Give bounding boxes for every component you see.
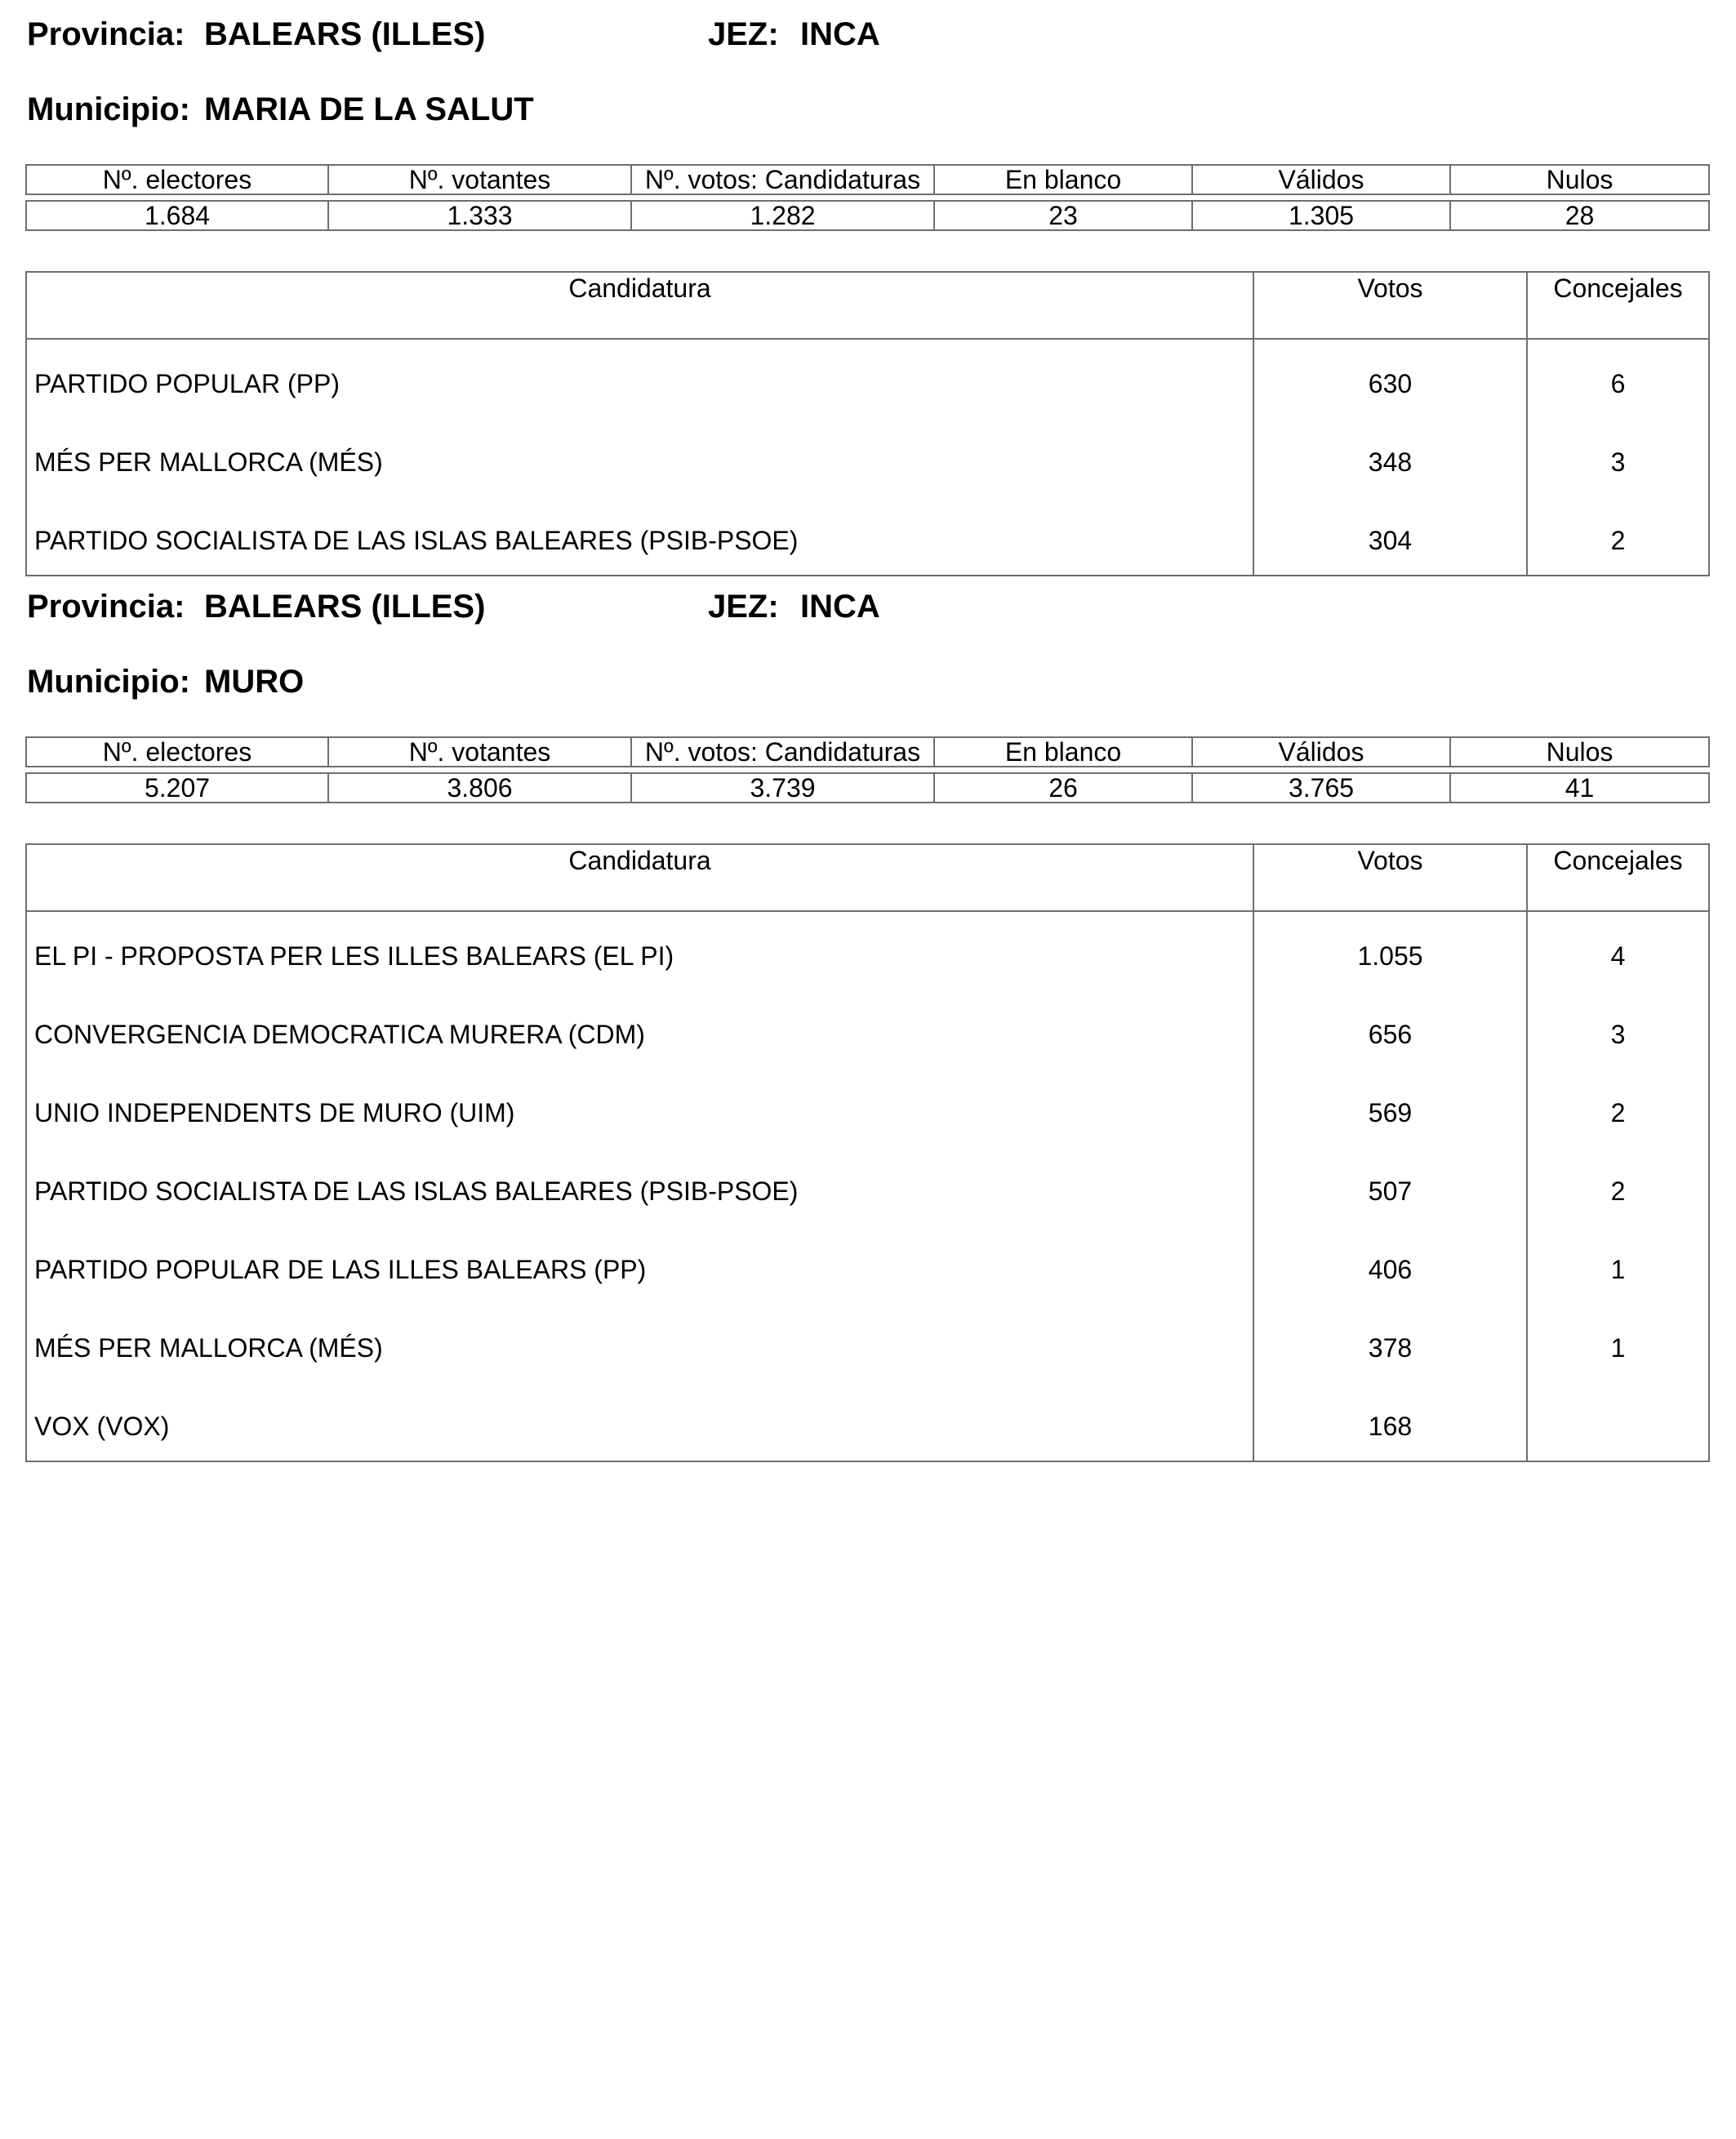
concejales-cell: 1 — [1527, 1225, 1709, 1304]
table-row — [26, 1069, 1709, 1147]
results-header-candidatura: Candidatura — [26, 272, 1253, 339]
summary-value-cell: 1.684 — [26, 201, 328, 230]
results-header-row — [26, 272, 1709, 339]
votos-cell: 168 — [1253, 1382, 1527, 1461]
concejales-cell — [1527, 1382, 1709, 1461]
summary-values-table — [25, 772, 1710, 803]
municipio-value: MURO — [204, 664, 305, 700]
jez-value: INCA — [800, 589, 880, 625]
provincia-line — [27, 589, 1660, 631]
municipio-label: Municipio: — [27, 664, 190, 700]
candidatura-cell: MÉS PER MALLORCA (MÉS) — [26, 1304, 1253, 1382]
municipio-value: MARIA DE LA SALUT — [204, 91, 534, 127]
results-header-concejales: Concejales — [1527, 844, 1709, 911]
summary-value-cell: 1.333 — [328, 201, 631, 230]
summary-header-cell: Válidos — [1192, 737, 1450, 767]
results-header-votos: Votos — [1253, 844, 1527, 911]
table-row — [26, 1382, 1709, 1461]
summary-value-cell: 3.739 — [631, 773, 934, 803]
summary-value-cell: 28 — [1450, 201, 1709, 230]
votos-cell: 1.055 — [1253, 911, 1527, 990]
municipio-line — [27, 91, 1660, 134]
provincia-label: Provincia: — [27, 589, 185, 625]
jez-label: JEZ: — [708, 589, 779, 625]
votos-cell: 348 — [1253, 418, 1527, 496]
summary-header-cell: Nº. electores — [26, 165, 328, 194]
summary-header-cell: Nº. votantes — [328, 737, 631, 767]
concejales-cell: 4 — [1527, 911, 1709, 990]
summary-value-cell: 23 — [934, 201, 1192, 230]
candidatura-cell: UNIO INDEPENDENTS DE MURO (UIM) — [26, 1069, 1253, 1147]
summary-header-cell: Nº. votos: Candidaturas — [631, 737, 934, 767]
results-table — [25, 843, 1710, 1462]
table-row — [26, 1225, 1709, 1304]
summary-header-cell: Nulos — [1450, 165, 1709, 194]
provincia-value: BALEARS (ILLES) — [204, 16, 486, 52]
table-row — [26, 911, 1709, 990]
summary-header-cell: Nº. electores — [26, 737, 328, 767]
table-row — [26, 1147, 1709, 1225]
summary-header-cell: Válidos — [1192, 165, 1450, 194]
results-header-votos: Votos — [1253, 272, 1527, 339]
candidatura-cell: PARTIDO SOCIALISTA DE LAS ISLAS BALEARES (PSIB-PSOE) — [26, 1147, 1253, 1225]
candidatura-cell: CONVERGENCIA DEMOCRATICA MURERA (CDM) — [26, 990, 1253, 1069]
candidatura-cell: PARTIDO POPULAR (PP) — [26, 339, 1253, 418]
municipio-line — [27, 664, 1660, 706]
candidatura-cell: MÉS PER MALLORCA (MÉS) — [26, 418, 1253, 496]
summary-value-cell: 3.806 — [328, 773, 631, 803]
results-header-row — [26, 844, 1709, 911]
provincia-line — [27, 16, 1660, 59]
concejales-cell: 2 — [1527, 1069, 1709, 1147]
table-row — [26, 339, 1709, 418]
summary-value-cell: 1.282 — [631, 201, 934, 230]
concejales-cell: 1 — [1527, 1304, 1709, 1382]
provincia-value: BALEARS (ILLES) — [204, 589, 486, 625]
jez-label: JEZ: — [708, 16, 779, 52]
summary-value-cell: 26 — [934, 773, 1192, 803]
summary-header-cell: Nº. votantes — [328, 165, 631, 194]
jez-value: INCA — [800, 16, 880, 52]
summary-value-cell: 3.765 — [1192, 773, 1450, 803]
concejales-cell: 3 — [1527, 418, 1709, 496]
summary-header-table — [25, 736, 1710, 767]
results-table — [25, 271, 1710, 576]
summary-header-cell: Nº. votos: Candidaturas — [631, 165, 934, 194]
summary-header-cell: En blanco — [934, 165, 1192, 194]
candidatura-cell: PARTIDO POPULAR DE LAS ILLES BALEARS (PP) — [26, 1225, 1253, 1304]
table-row — [26, 418, 1709, 496]
provincia-label: Provincia: — [27, 16, 185, 52]
concejales-cell: 3 — [1527, 990, 1709, 1069]
concejales-cell: 6 — [1527, 339, 1709, 418]
results-header-concejales: Concejales — [1527, 272, 1709, 339]
votos-cell: 507 — [1253, 1147, 1527, 1225]
concejales-cell: 2 — [1527, 496, 1709, 576]
table-row — [26, 990, 1709, 1069]
votos-cell: 304 — [1253, 496, 1527, 576]
votos-cell: 406 — [1253, 1225, 1527, 1304]
results-header-candidatura: Candidatura — [26, 844, 1253, 911]
concejales-cell: 2 — [1527, 1147, 1709, 1225]
candidatura-cell: EL PI - PROPOSTA PER LES ILLES BALEARS (EL PI) — [26, 911, 1253, 990]
table-row — [26, 496, 1709, 576]
municipio-label: Municipio: — [27, 91, 190, 127]
votos-cell: 378 — [1253, 1304, 1527, 1382]
summary-value-cell: 5.207 — [26, 773, 328, 803]
votos-cell: 630 — [1253, 339, 1527, 418]
summary-value-cell: 1.305 — [1192, 201, 1450, 230]
candidatura-cell: VOX (VOX) — [26, 1382, 1253, 1461]
summary-header-cell: Nulos — [1450, 737, 1709, 767]
summary-value-cell: 41 — [1450, 773, 1709, 803]
summary-header-table — [25, 164, 1710, 195]
summary-values-table — [25, 200, 1710, 231]
summary-header-cell: En blanco — [934, 737, 1192, 767]
candidatura-cell: PARTIDO SOCIALISTA DE LAS ISLAS BALEARES (PSIB-PSOE) — [26, 496, 1253, 576]
votos-cell: 656 — [1253, 990, 1527, 1069]
table-row — [26, 1304, 1709, 1382]
votos-cell: 569 — [1253, 1069, 1527, 1147]
